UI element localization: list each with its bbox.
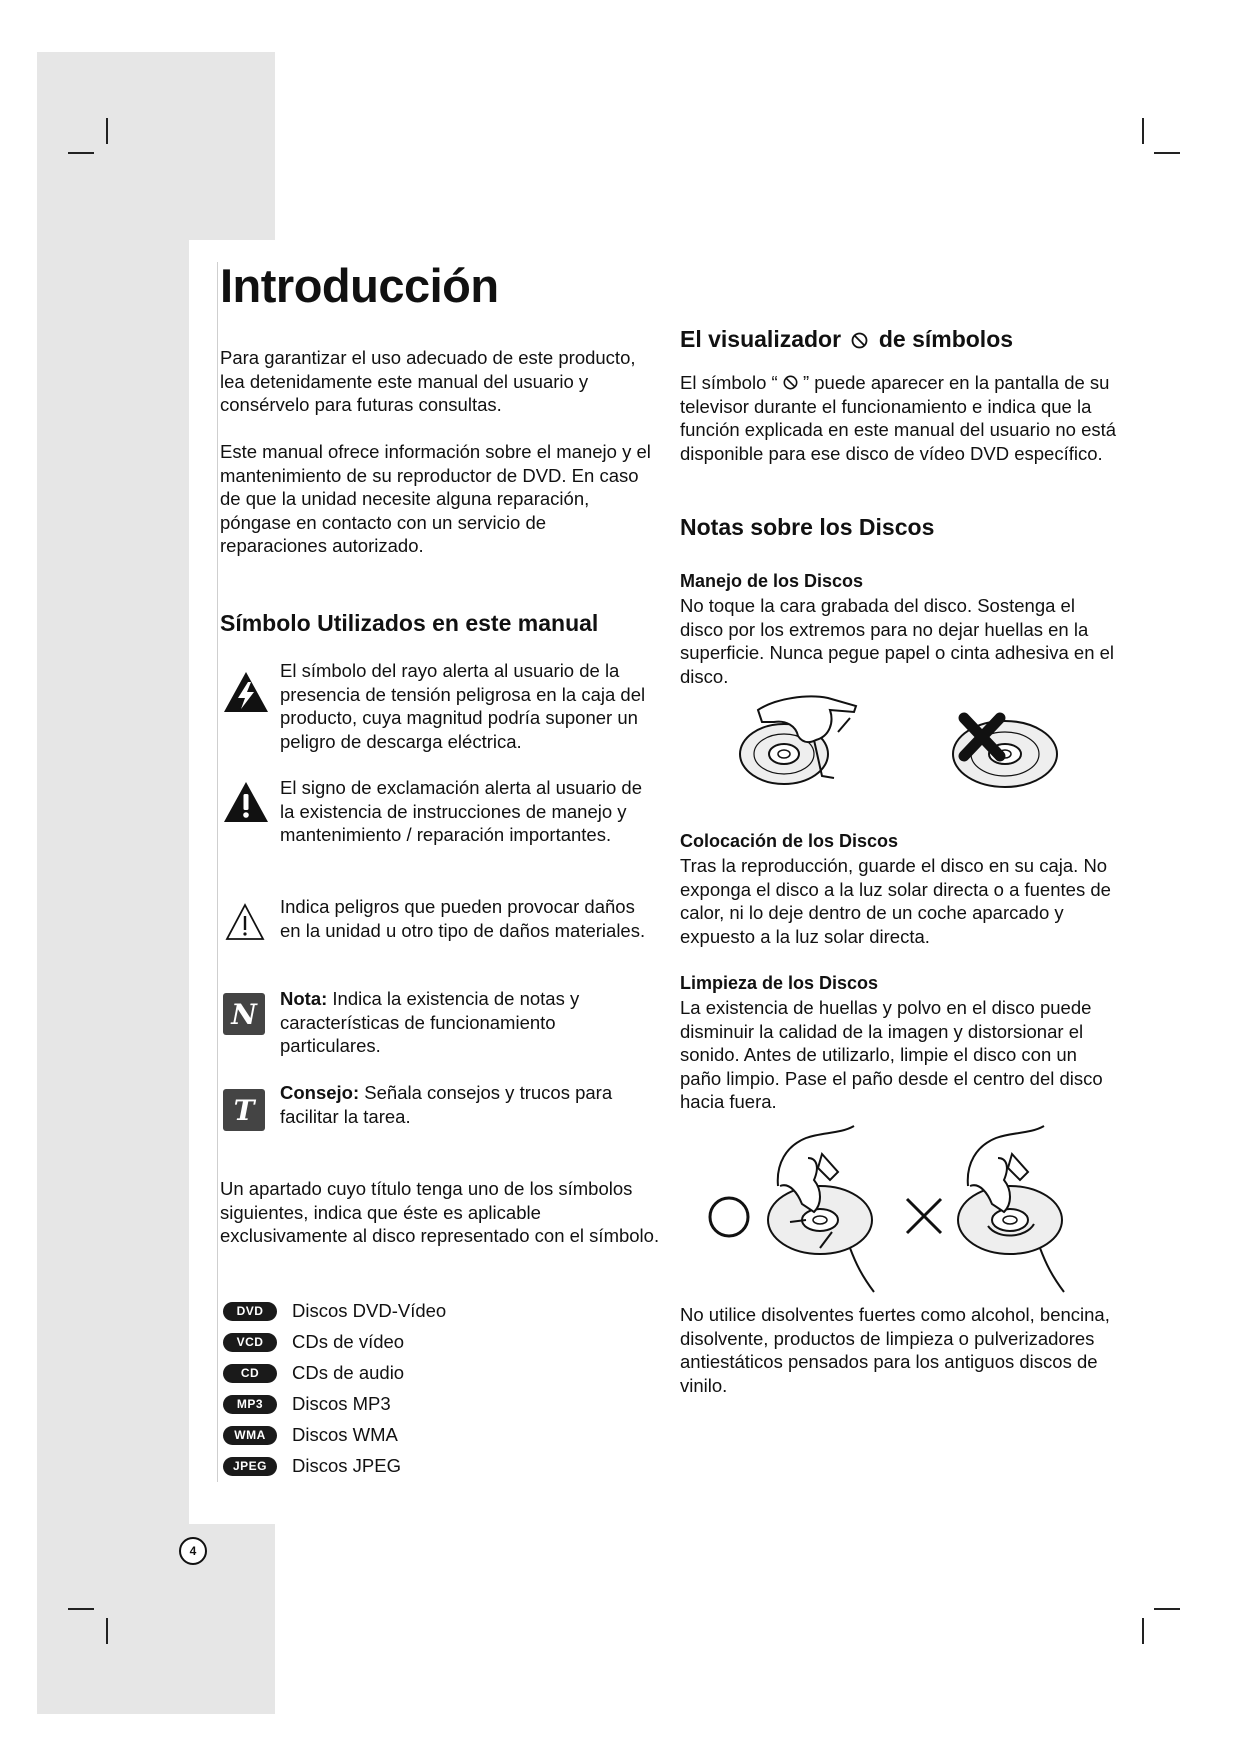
manejo-paragraph: No toque la cara grabada del disco. Sostenga el disco por los extremos para no dejar huellas en la superficie. Nunca pegue papel o cinta adhesiva en el disco. xyxy=(680,595,1115,687)
manejo-heading: Manejo de los Discos xyxy=(680,571,864,591)
crop-mark xyxy=(1154,152,1180,154)
disc-label-mp3: Discos MP3 xyxy=(292,1393,391,1414)
disc-label-jpeg: Discos JPEG xyxy=(292,1455,401,1476)
crop-mark xyxy=(1142,1618,1144,1644)
prohibited-icon xyxy=(851,332,868,349)
dvd-badge: DVD xyxy=(223,1302,277,1321)
vcd-badge: VCD xyxy=(223,1333,277,1352)
visualizador-text-a: El símbolo “ xyxy=(680,372,778,393)
page-title: Introducción xyxy=(220,259,499,312)
disc-handling-correct-illustration xyxy=(738,692,868,796)
symbols-heading: Símbolo Utilizados en este manual xyxy=(220,610,599,636)
disc-cleaning-correct-illustration xyxy=(762,1124,880,1296)
exclamation-warning-icon xyxy=(223,781,269,823)
intro-paragraph-2: Este manual ofrece información sobre el manejo y el mantenimiento de su reproductor de DVD. En caso de que la unidad necesite alguna reparación, póngase en contacto con un servicio de reparaciones autorizado. xyxy=(220,441,651,556)
solvent-paragraph: No utilice disolventes fuertes como alcohol, bencina, disolvente, productos de limpieza o pulverizadores antiestáticos pensados para los antiguos discos de vinilo. xyxy=(680,1304,1110,1396)
lightning-warning-icon xyxy=(223,671,269,713)
crop-mark xyxy=(106,118,108,144)
disc-label-vcd: CDs de vídeo xyxy=(292,1331,405,1352)
visualizador-text-b: ” puede aparecer en la pantalla de su televisor durante el funcionamiento e indica que la función explicada en este manual del usuario no está disponible para ese disco de vídeo DVD específico. xyxy=(680,372,1117,464)
note-n-icon xyxy=(223,993,265,1035)
disc-handling-wrong-illustration xyxy=(950,712,1060,792)
crop-mark xyxy=(1142,118,1144,144)
notas-heading: Notas sobre los Discos xyxy=(680,514,935,540)
apartado-paragraph: Un apartado cuyo título tenga uno de los símbolos siguientes, indica que éste es aplicable exclusivamente al disco representado con el símbolo. xyxy=(220,1178,660,1246)
circle-correct-icon xyxy=(706,1194,752,1240)
wma-badge: WMA xyxy=(223,1426,277,1445)
cd-badge: CD xyxy=(223,1364,277,1383)
disc-label-cd: CDs de audio xyxy=(292,1362,405,1383)
margin-strip-top xyxy=(37,52,275,240)
symbol-lightning-text: El símbolo del rayo alerta al usuario de la presencia de tensión peligrosa en la caja del producto, cuya magnitud podría suponer un peligro de descarga eléctrica. xyxy=(280,660,646,752)
intro-paragraph-1: Para garantizar el uso adecuado de este producto, lea detenidamente este manual del usuario y consérvelo para futuras consultas. xyxy=(220,347,636,415)
consejo-label: Consejo: xyxy=(280,1082,360,1103)
colocacion-heading: Colocación de los Discos xyxy=(680,831,899,851)
symbol-exclamation-text: El signo de exclamación alerta al usuario de la existencia de instrucciones de manejo y mantenimiento / reparación importantes. xyxy=(280,777,642,845)
x-wrong-icon xyxy=(904,1196,944,1236)
title-rule xyxy=(217,262,218,1482)
crop-mark xyxy=(68,152,94,154)
margin-strip-bottom xyxy=(37,1524,275,1714)
visualizador-heading-b: de símbolos xyxy=(878,326,1014,352)
nota-description: Indica la existencia de notas y características de funcionamiento particulares. xyxy=(280,988,580,1056)
symbol-nota-text xyxy=(280,987,650,1058)
symbol-caution-text: Indica peligros que pueden provocar daños en la unidad u otro tipo de daños materiales. xyxy=(280,896,646,941)
crop-mark xyxy=(106,1618,108,1644)
margin-strip-left xyxy=(37,240,189,1524)
visualizador-heading xyxy=(680,326,1013,353)
prohibited-icon-inline xyxy=(783,375,798,390)
colocacion-paragraph: Tras la reproducción, guarde el disco en su caja. No exponga el disco a la luz solar directa o a fuentes de calor, ni lo deje dentro de un coche aparcado y expuesto a la luz solar directa. xyxy=(680,855,1111,947)
visualizador-heading-a: El visualizador xyxy=(680,326,842,352)
jpeg-badge: JPEG xyxy=(223,1457,277,1476)
page-number: 4 xyxy=(179,1537,207,1565)
caution-outline-icon xyxy=(225,903,265,941)
nota-label: Nota: xyxy=(280,988,328,1009)
tip-t-icon xyxy=(223,1089,265,1131)
crop-mark xyxy=(68,1608,94,1610)
visualizador-paragraph xyxy=(680,371,1120,465)
mp3-badge: MP3 xyxy=(223,1395,277,1414)
crop-mark xyxy=(1154,1608,1180,1610)
svg-text:T: T xyxy=(233,1094,255,1127)
disc-label-dvd: Discos DVD-Vídeo xyxy=(292,1300,447,1321)
limpieza-heading: Limpieza de los Discos xyxy=(680,973,879,993)
svg-text:N: N xyxy=(231,998,257,1031)
symbol-consejo-text xyxy=(280,1081,650,1128)
disc-cleaning-wrong-illustration xyxy=(952,1124,1070,1296)
limpieza-paragraph: La existencia de huellas y polvo en el disco puede disminuir la calidad de la imagen y distorsionar el sonido. Antes de utilizarlo, limpie el disco con un paño limpio. Pase el paño desde el centro del disco hacia fuera. xyxy=(680,997,1103,1112)
disc-label-wma: Discos WMA xyxy=(292,1424,398,1445)
consejo-description: Señala consejos y trucos para facilitar la tarea. xyxy=(280,1082,613,1127)
